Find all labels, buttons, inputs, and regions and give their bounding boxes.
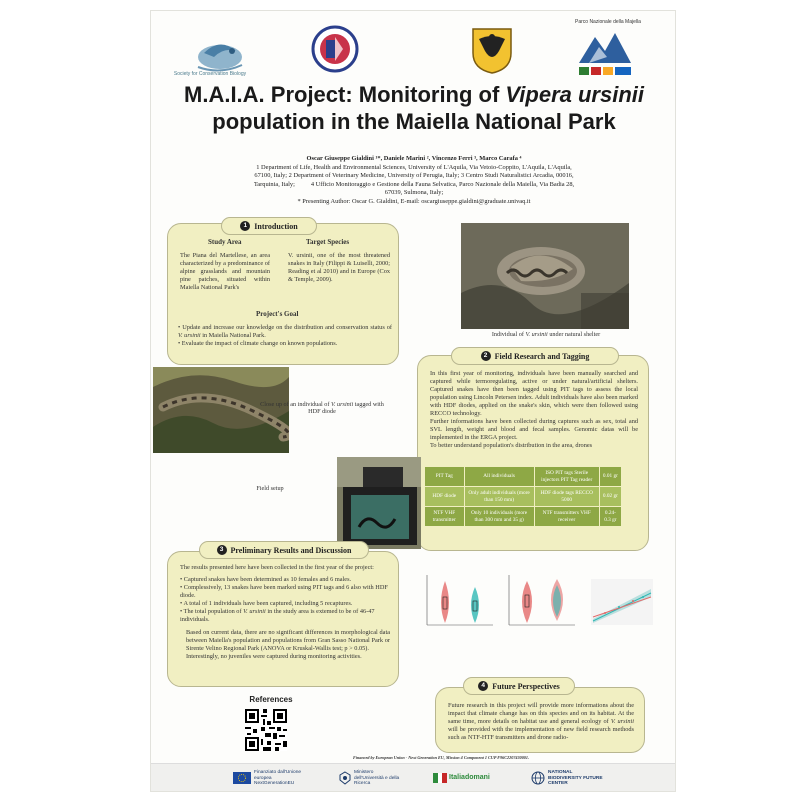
- table-cell: NTF VHF transmitter: [425, 507, 465, 527]
- table-cell: PIT Tag: [425, 467, 465, 487]
- italia-flag-icon: [433, 773, 447, 783]
- morphology-plots: [413, 567, 657, 637]
- study-area-heading: Study Area: [208, 238, 242, 246]
- tagging-table: [424, 466, 622, 527]
- study-area-text: The Piana del Martellese, an area characterized by a predominance of alpine grasslands and mountain pine patches, situated within Maiella National Park's: [180, 252, 270, 291]
- eu-sponsor: [233, 770, 304, 787]
- target-species-heading: Target Species: [306, 238, 350, 246]
- prelim-paragraph: Based on current data, there are no significant differences in morphological data between Maiella's population and populations from Gran Sasso National Park or Sirente Velino Regional Park (ANOVA or Kruskal-Wallis test; p > 0.05).: [186, 629, 390, 652]
- section-title: Field Research and Tagging: [494, 351, 590, 361]
- introduction-box: [167, 223, 399, 365]
- eu-flag-icon: [233, 772, 251, 784]
- italiadomani-sponsor: [433, 773, 490, 783]
- target-species-text: V. ursinii, one of the most threatened snakes in Italy (Filippi & Luiselli, 2000; Reading et al 2010) and in Europe (Cox & Temple, 2009).: [288, 252, 390, 283]
- nbfc-globe-icon: [531, 771, 545, 785]
- table-cell: ISO PIT tags Sterile injectors PIT Tag reader: [534, 467, 599, 487]
- affiliation-line: 1 Department of Life, Health and Environmental Sciences, University of L'Aquila, Via Vetoio-Coppito, L'Aquila, L'Aquila,: [256, 163, 572, 171]
- funding-statement: Financed by European Union - Next Generation EU, Mission 4 Component 1 CUP F96C2207430001.: [352, 755, 530, 760]
- prelim-bullet: • Captured snakes have been determined as 10 females and 6 males.: [180, 576, 352, 583]
- references-heading: References: [249, 695, 293, 704]
- field-paragraph: In this first year of monitoring, individuals have been manually searched and captured while termoregulating, active or under natural/artificial shelters. Captured snakes have then been tagged using PIT tags to assess the local population using Lincoln Petersen index. Adult individuals have also been marked with HDF diodes, applied on the snake's skin, which were then followed using RECCO technology.: [430, 370, 638, 417]
- regression-plot: [591, 579, 653, 625]
- author-names: Oscar Giuseppe Gialdini ¹*, Daniele Marini ², Vincenzo Ferri ³, Marco Carafa ⁴: [306, 155, 522, 162]
- section-number: 3: [217, 545, 227, 555]
- project-goal-heading: Project's Goal: [256, 310, 299, 318]
- closeup-photo-caption: Close up of an individual of V. ursinii tagged with HDF diode: [260, 401, 384, 415]
- eu-sponsor-label: Finanziato dall'Unione europea NextGenerationEU: [254, 770, 302, 787]
- section-title: Future Perspectives: [492, 681, 560, 691]
- table-cell: 0.01 gr: [599, 467, 621, 487]
- prelim-bullet: • A total of 1 individuals have been captured, including 5 recaptures.: [180, 600, 353, 607]
- table-cell: 0.24-0.3 gr: [599, 507, 621, 527]
- table-row: [425, 487, 622, 507]
- section-title: Preliminary Results and Discussion: [230, 545, 352, 555]
- park-caption: Parco Nazionale della Majella: [575, 19, 641, 25]
- nbfc-sponsor: [531, 770, 604, 787]
- table-cell: 0.02 gr: [599, 487, 621, 507]
- title-species: Vipera ursinii: [505, 82, 644, 107]
- affiliation-line: 67100, Italy; 2 Department of Veterinary Medicine, University of Perugia, Italy; 3 Centro Studi Naturalistici Arcadia, 00016,: [254, 172, 574, 180]
- poster-title: [171, 81, 657, 135]
- ministry-label: Ministero dell'Università e della Ricerca: [354, 770, 400, 787]
- section-number: 2: [481, 351, 491, 361]
- author-block: [191, 155, 637, 207]
- table-cell: Only 10 individuals (more than 300 mm and 35 g): [464, 507, 534, 527]
- sponsor-footer: [151, 763, 676, 792]
- prelim-text: [180, 564, 390, 661]
- field-paragraph: Further informations have been collected during captures such as sex, total and SVL length, weight and blood and fecal samples. Genomic datas will be implemented in the ERGA project.: [430, 418, 638, 441]
- table-row: [425, 507, 622, 527]
- snake-photo-caption: Individual of V. ursinii under natural shelter: [491, 331, 601, 338]
- university-seal-logo: [311, 25, 359, 73]
- violin-plot-2: [509, 575, 575, 625]
- field-setup-photo: [337, 457, 421, 549]
- goal-list: [178, 324, 392, 348]
- scb-caption: Society for Conservation Biology: [173, 71, 247, 77]
- ministry-emblem-icon: [339, 771, 351, 785]
- table-cell: All individuals: [464, 467, 534, 487]
- table-cell: HDF diode tags RECCO 5000: [534, 487, 599, 507]
- goal-item: • Update and increase our knowledge on the distribution and conservation status of V. ursinii in Maiella National Park.: [178, 324, 393, 339]
- goal-item: • Evaluate the impact of climate change on known populations.: [178, 340, 338, 347]
- section-number: 4: [478, 681, 488, 691]
- violin-plot-1: [427, 575, 493, 625]
- prelim-intro: The results presented here have been collected in the first year of the project:: [180, 564, 374, 571]
- field-setup-caption: Field setup: [256, 485, 284, 492]
- nbfc-label: NATIONAL BIODIVERSITY FUTURE CENTER: [548, 770, 603, 787]
- section-title: Introduction: [254, 221, 298, 231]
- field-research-box: [417, 355, 649, 551]
- table-cell: NTF transmitters VHF receiver: [534, 507, 599, 527]
- field-research-header: [451, 347, 619, 365]
- affiliation-line: 67039, Sulmona, Italy;: [384, 189, 444, 197]
- field-text: [430, 370, 638, 450]
- table-cell: Only adult individuals (more than 150 mm): [464, 487, 534, 507]
- presenting-author: * Presenting Author: Oscar G. Gialdini, E-mail: oscargiuseppe.gialdini@graduate.univaq.it: [297, 197, 531, 205]
- section-number: 1: [240, 221, 250, 231]
- table-row: [425, 467, 622, 487]
- italiadomani-label: Italiadomani: [449, 774, 490, 782]
- preliminary-results-header: [199, 541, 369, 559]
- introduction-header: [221, 217, 317, 235]
- prelim-bullet: • The total population of V. ursinii in the study area is extemed to be of 46-47 individuals.: [180, 608, 375, 623]
- prelim-paragraph: Interestingly, no juveniles were captured during monitoring activities.: [186, 653, 362, 660]
- future-perspectives-box: [435, 687, 645, 753]
- field-paragraph: To better understand population's distribution in the area, drones: [430, 442, 593, 449]
- title-line1-prefix: M.A.I.A. Project: Monitoring of: [184, 82, 506, 107]
- prelim-bullet: • Complessively, 13 snakes have been marked using PIT tags and 6 also with HDF diode.: [180, 584, 388, 599]
- national-park-logo: [571, 23, 641, 81]
- region-crest-logo: [469, 25, 515, 75]
- references-qr-code[interactable]: [245, 709, 287, 751]
- snake-photo: [461, 223, 629, 329]
- poster: [150, 10, 676, 792]
- affiliation-line: Tarquinia, Italy; 4 Ufficio Monitoraggio e Gestione della Fauna Selvatica, Parco Nazionale della Maiella, Via Badia 28,: [253, 180, 575, 188]
- future-text: Future research in this project will provide more informations about the impact that climate change has on this species and on its habitat. At the same time, more details on habitat use and general ecology of V. ursinii will be provided with the implementation of new field research methods such as NTF-HTF transmitters and drone radio-: [448, 702, 634, 741]
- ministry-sponsor: [339, 770, 402, 787]
- title-line2: population in the Maiella National Park: [212, 109, 616, 134]
- table-cell: HDF diode: [425, 487, 465, 507]
- preliminary-results-box: [167, 551, 399, 687]
- future-perspectives-header: [463, 677, 575, 695]
